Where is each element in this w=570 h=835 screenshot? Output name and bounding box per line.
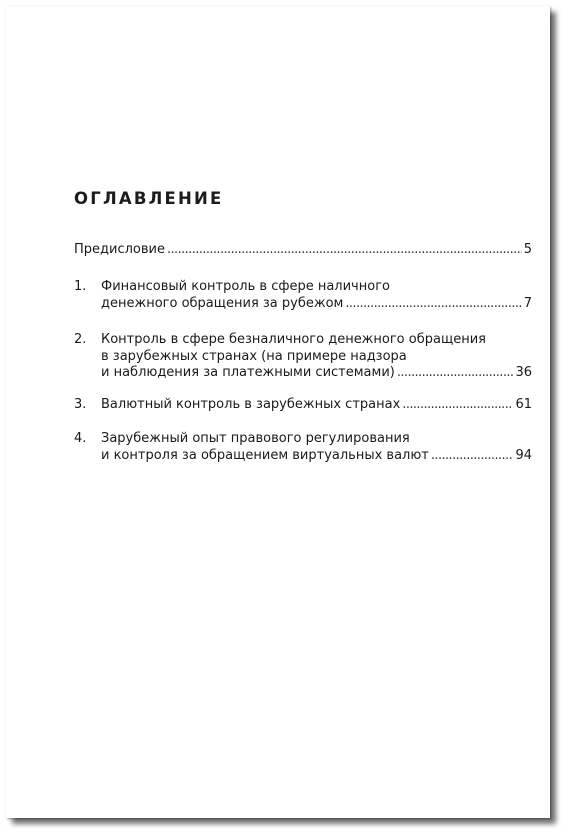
document-page bbox=[6, 6, 550, 818]
toc-entry-number: 4. bbox=[74, 431, 87, 446]
toc-entry-text: Финансовый контроль в сфере наличного bbox=[101, 279, 390, 294]
toc-entry-body bbox=[101, 279, 532, 312]
toc-page-number: 5 bbox=[523, 242, 532, 257]
toc-page-number: 36 bbox=[515, 365, 532, 380]
toc-page-number: 61 bbox=[515, 397, 532, 412]
toc-entry-text: и контроля за обращением виртуальных валют bbox=[101, 447, 429, 463]
toc-entry-text: Зарубежный опыт правового регулирования bbox=[101, 431, 410, 446]
dot-leader bbox=[431, 448, 514, 465]
dot-leader bbox=[167, 242, 522, 259]
toc-entry-text: Предисловие bbox=[74, 242, 165, 257]
toc-entry-number: 2. bbox=[74, 332, 87, 347]
toc-entry-text: в зарубежных странах (на примере надзора bbox=[101, 348, 407, 364]
toc-entry-last-line bbox=[101, 296, 532, 313]
toc-entry-number: 1. bbox=[74, 279, 87, 294]
toc-entry-text: Валютный контроль в зарубежных странах bbox=[101, 397, 401, 412]
toc-entry-body bbox=[101, 397, 532, 414]
toc-title: ОГЛАВЛЕНИЕ bbox=[74, 189, 224, 208]
toc-entry-text: денежного обращения за рубежом bbox=[101, 295, 344, 311]
dot-leader bbox=[345, 296, 521, 313]
toc-entry-body bbox=[74, 242, 532, 259]
toc-entry-body bbox=[101, 431, 532, 464]
toc-entry-last-line bbox=[101, 397, 532, 414]
toc-page-number: 7 bbox=[523, 295, 532, 311]
toc-entry-last-line bbox=[74, 242, 532, 259]
toc-entry-body bbox=[101, 332, 532, 382]
toc-entry-text: Контроль в сфере безналичного денежного обращения bbox=[101, 332, 486, 347]
toc-page-number: 94 bbox=[515, 447, 532, 463]
dot-leader bbox=[402, 397, 513, 414]
toc-entry-text: и наблюдения за платежными системами) bbox=[101, 365, 395, 380]
dot-leader bbox=[397, 365, 514, 382]
toc-entry-last-line bbox=[101, 448, 532, 465]
toc-entry-number: 3. bbox=[74, 397, 87, 412]
toc-entry-last-line bbox=[101, 365, 532, 382]
